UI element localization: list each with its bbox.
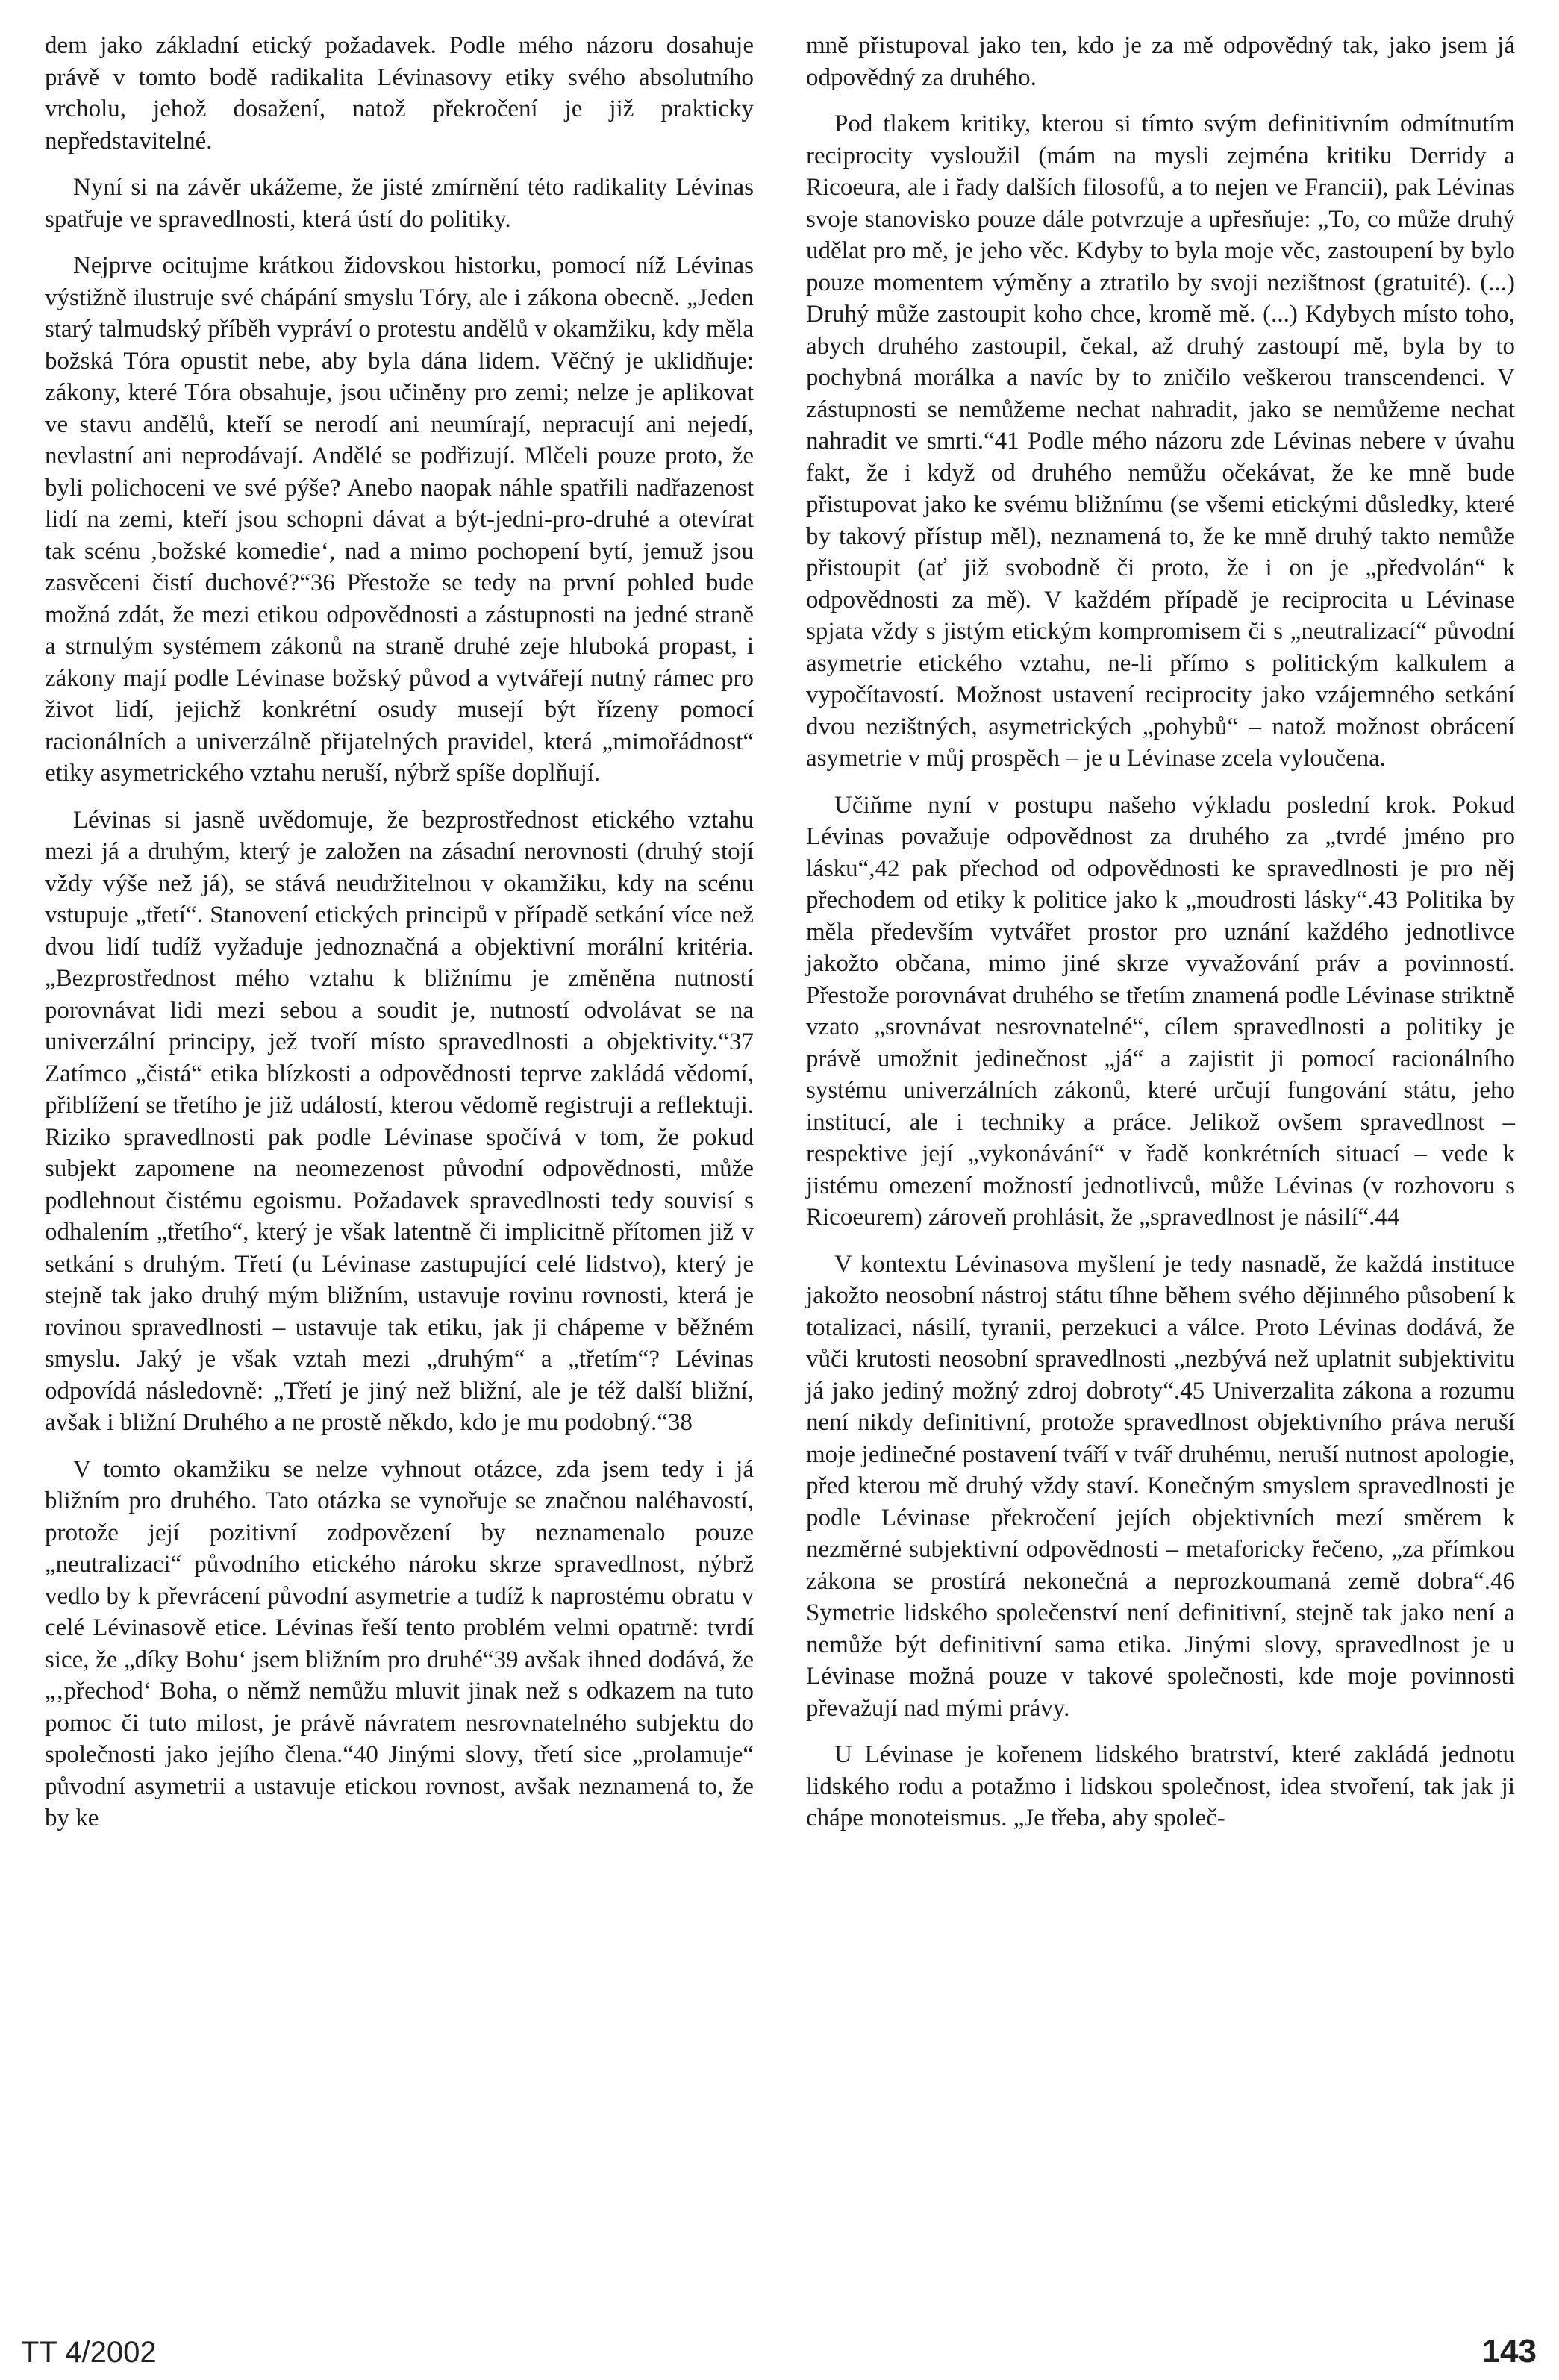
paragraph: U Lévinase je kořenem lidského bratrství, které zakládá jednotu lidského rodu a potažmo i lidskou společnost, idea stvoření, tak jak ji chápe monoteismus. „Je třeba, aby společ-: [806, 1741, 1515, 1831]
right-text-column: [806, 30, 1515, 1849]
paragraph: Učiňme nyní v postupu našeho výkladu poslední krok. Pokud Lévinas považuje odpovědnost za druhého za „tvrdé jméno pro lásku“,42 pak přechod od odpovědnosti ke spravedlnosti je pro něj přechodem od etiky k politice jako k „moudrosti lásky“.43 Politika by měla především vytvářet prostor pro uznání každého jednotlivce jakožto občana, mimo jiné skrze vyvažování práv a povinností. Přestože porovnávat druhého se třetím znamená podle Lévinase striktně vzato „srovnávat nesrovnatelné“, cílem spravedlnosti a politiky je právě umožnit jedinečnost „já“ a zajistit ji pomocí racionálního systému univerzálních zákonů, které určují fungování státu, jeho institucí, ale i techniky a práce. Jelikož ovšem spravedlnost – respektive její „vykonávání“ v řadě konkrétních situací – vede k jistému omezení možností jednotlivců, může Lévinas (v rozhovoru s Ricoeurem) zároveň prohlásit, že „spravedlnost je násilí“.44: [806, 791, 1515, 1231]
paragraph: Nyní si na závěr ukážeme, že jisté zmírnění této radikality Lévinas spatřuje ve spravedlnosti, která ústí do politiky.: [45, 174, 754, 233]
paragraph: Lévinas si jasně uvědomuje, že bezprostřednost etického vztahu mezi já a druhým, který je založen na zásadní nerovnosti (druhý stojí vždy výše než já), se stává neudržitelnou v okamžiku, kdy na scénu vstupuje „třetí“. Stanovení etických principů v případě setkání více než dvou lidí tudíž vyžaduje jednoznačná a objektivní morální kritéria. „Bezprostřednost mého vztahu k bližnímu je změněna nutností porovnávat lidi mezi sebou a soudit je, nutností odvolávat se na univerzální principy, jež tvoří místo spravedlnosti a objektivity.“37 Zatímco „čistá“ etika blízkosti a odpovědnosti teprve zakládá vědomí, přiblížení se třetího je již událostí, kterou vědomě registruji a reflektuji. Riziko spravedlnosti pak podle Lévinase spočívá v tom, že pokud subjekt zapomene na neomezenost původní odpovědnosti, může podlehnout čistému egoismu. Požadavek spravedlnosti tedy souvisí s odhalením „třetího“, který je však latentně či implicitně přítomen již v setkání s druhým. Třetí (u Lévinase zastupující celé lidstvo), který je stejně tak jako druhý mým bližním, ustavuje rovinu rovnosti, která je rovinou spravedlnosti – ustavuje tak etiku, jak ji chápeme v běžném smyslu. Jaký je však vztah mezi „druhým“ a „třetím“? Lévinas odpovídá následovně: „Třetí je jiný než bližní, ale je též další bližní, avšak i bližní Druhého a ne prostě někdo, kdo je mu podobný.“38: [45, 806, 754, 1436]
paragraph: Pod tlakem kritiky, kterou si tímto svým definitivním odmítnutím reciprocity vysloužil (mám na mysli zejména kritiku Derridy a Ricoeura, ale i řady dalších filosofů, a to nejen ve Francii), pak Lévinas svoje stanovisko pouze dále potvrzuje a upřesňuje: „To, co může druhý udělat pro mě, je jeho věc. Kdyby to byla moje věc, zastoupení by bylo pouze momentem výměny a ztratilo by svoji nezištnost (gratuité). (...) Druhý může zastoupit koho chce, kromě mě. (...) Kdybych místo toho, abych druhého zastoupil, čekal, až druhý zastoupí mě, byla by to pochybná morálka a navíc by to zničilo veškerou transcendenci. V zástupnosti se nemůžeme nechat nahradit, jako se nemůžeme nechat nahradit ve smrti.“41 Podle mého názoru zde Lévinas nebere v úvahu fakt, že i když od druhého nemůžu očekávat, že ke mně bude přistupovat jako ke svému bližnímu (se všemi etickými důsledky, které by takový přístup měl), neznamená to, že ke mně druhý takto nemůže přistoupit (ať již svobodně či proto, že i on je „předvolán“ k odpovědnosti za mě). V každém případě je reciprocita u Lévinase spjata vždy s jistým etickým kompromisem či s „neutralizací“ původní asymetrie etického vztahu, ne-li přímo s politickým kalkulem a vypočítavostí. Možnost ustavení reciprocity jako vzájemného setkání dvou nezištných, asymetrických „pohybů“ – natož možnost obrácení asymetrie v můj prospěch – je u Lévinase zcela vyloučena.: [806, 110, 1515, 772]
paragraph: V tomto okamžiku se nelze vyhnout otázce, zda jsem tedy i já bližním pro druhého. Tato otázka se vynořuje se značnou naléhavostí, protože její pozitivní zodpovězení by neznamenalo pouze „neutralizaci“ původního etického nároku skrze spravedlnost, nýbrž vedlo by k převrácení původní asymetrie a tudíž k naprostému obratu v celé Lévinasově etice. Lévinas řeší tento problém velmi opatrně: tvrdí sice, že „díky Bohu‘ jsem bližním pro druhé“39 avšak ihned dodává, že „‚přechod‘ Boha, o němž nemůžu mluvit jinak než s odkazem na tuto pomoc či tuto milost, je právě návratem nesrovnatelného subjektu do společnosti jako jejího člena.“40 Jinými slovy, třetí sice „prolamuje“ původní asymetrii a ustavuje etickou rovnost, avšak neznamená to, že by ke: [45, 1455, 754, 1831]
journal-issue: TT 4/2002: [21, 2336, 157, 2369]
paragraph: V kontextu Lévinasova myšlení je tedy nasnadě, že každá instituce jakožto neosobní nástroj státu tíhne během svého dějinného působení k totalizaci, násilí, tyranii, perzekuci a válce. Proto Lévinas dodává, že vůči krutosti neosobní spravedlnosti „nezbývá než uplatnit subjektivitu já jako jediný možný zdroj dobroty“.45 Univerzalita zákona a rozumu není nikdy definitivní, protože spravedlnost objektivního práva neruší moje jedinečné postavení tváří v tvář druhému, neruší nutnost apologie, před kterou mě druhý vždy staví. Konečným smyslem spravedlnosti je podle Lévinase překročení jejích objektivních mezí směrem k nezměrné subjektivní odpovědnosti – metaforicky řečeno, „za přímkou zákona se prostírá nekonečná a neprozkoumaná země dobra“.46 Symetrie lidského společenství není definitivní, stejně tak jako není a nemůže být definitivní sama etika. Jinými slovy, spravedlnost je u Lévinase možná pouze v takové společnosti, kde moje povinnosti převažují nad mými právy.: [806, 1250, 1515, 1722]
page-number: 143: [1481, 2333, 1537, 2370]
paragraph: dem jako základní etický požadavek. Podle mého názoru dosahuje právě v tomto bodě radikalita Lévinasovy etiky svého absolutního vrcholu, jehož dosažení, natož překročení je již prakticky nepředstavitelné.: [45, 32, 754, 154]
paragraph: mně přistupoval jako ten, kdo je za mě odpovědný tak, jako jsem já odpovědný za druhého.: [806, 32, 1515, 91]
left-text-column: [45, 30, 754, 1849]
paragraph: Nejprve ocitujme krátkou židovskou historku, pomocí níž Lévinas výstižně ilustruje své chápání smyslu Tóry, ale i zákona obecně. „Jeden starý talmudský příběh vypráví o protestu andělů v okamžiku, kdy měla božská Tóra opustit nebe, aby byla dána lidem. Věčný je uklidňuje: zákony, které Tóra obsahuje, jsou učiněny pro zemi; nelze je aplikovat ve stavu andělů, kteří se nerodí ani neumírají, nepracují ani nejedí, nevlastní ani neprodávají. Andělé se podřizují. Mlčeli pouze proto, že byli polichoceni ve své pýše? Anebo naopak náhle spatřili nadřazenost lidí na zemi, kteří jsou schopni dávat a být-jedni-pro-druhé a otevírat tak scénu ‚božské komedie‘, nad a mimo pochopení bytí, jemuž jsou zasvěceni čistí duchové?“36 Přestože se tedy na první pohled bude možná zdát, že mezi etikou odpovědnosti a zástupnosti na jedné straně a strnulým systémem zákonů na straně druhé zeje hluboká propast, i zákony mají podle Lévinase božský původ a vytvářejí nutný rámec pro život lidí, jejichž konkrétní osudy musejí být řízeny pomocí racionálních a univerzálně přijatelných pravidel, která „mimořádnost“ etiky asymetrického vztahu neruší, nýbrž spíše doplňují.: [45, 252, 754, 787]
